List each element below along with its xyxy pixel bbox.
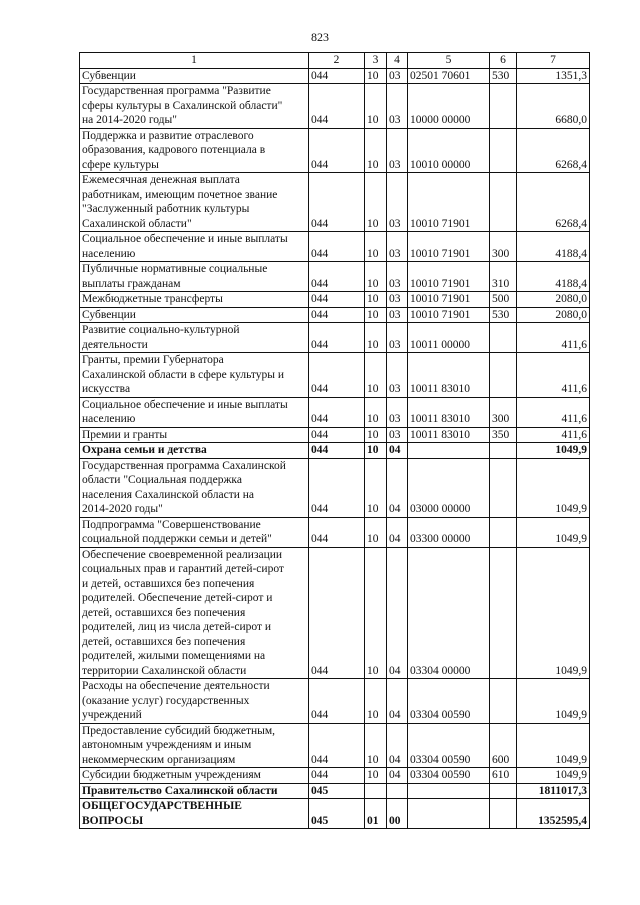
- table-row: [80, 84, 590, 129]
- section-code: 10: [365, 232, 387, 262]
- expense-type-code: 500: [490, 292, 517, 308]
- expense-type-code: 350: [490, 427, 517, 443]
- subsection-code: 03: [387, 353, 408, 398]
- row-name: [80, 262, 309, 292]
- section-code: 10: [365, 443, 387, 459]
- row-name-line: сфере культуры: [82, 158, 159, 171]
- section-code: 10: [365, 397, 387, 427]
- subsection-code: 00: [387, 799, 408, 829]
- row-name: [80, 517, 309, 547]
- amount: 411,6: [517, 427, 590, 443]
- table-row: [80, 68, 590, 84]
- table-row: [80, 353, 590, 398]
- row-name: [80, 679, 309, 724]
- amount: 1049,9: [517, 723, 590, 768]
- expense-type-code: [490, 173, 517, 232]
- ministry-code: 044: [309, 128, 365, 173]
- row-name-line: работникам, имеющим почетное звание: [82, 188, 278, 201]
- amount: 6680,0: [517, 84, 590, 129]
- subsection-code: 04: [387, 679, 408, 724]
- target-article-code: 10010 71901: [408, 262, 490, 292]
- target-article-code: [408, 799, 490, 829]
- subsection-code: 04: [387, 517, 408, 547]
- header-row: [80, 53, 590, 69]
- amount: 1049,9: [517, 443, 590, 459]
- expense-type-code: [490, 547, 517, 679]
- ministry-code: 045: [309, 799, 365, 829]
- target-article-code: 03304 00590: [408, 679, 490, 724]
- row-name-line: территории Сахалинской области: [82, 664, 247, 677]
- row-name: [80, 458, 309, 517]
- amount: 4188,4: [517, 262, 590, 292]
- table-row: [80, 783, 590, 799]
- row-name-line: выплаты гражданам: [82, 277, 181, 290]
- expense-type-code: [490, 84, 517, 129]
- row-name-line: Предоставление субсидий бюджетным,: [82, 724, 276, 737]
- row-name-line: детей, оставшихся без попечения: [82, 635, 246, 648]
- row-name: [80, 353, 309, 398]
- table-row: [80, 262, 590, 292]
- subsection-code: 04: [387, 547, 408, 679]
- amount: 411,6: [517, 397, 590, 427]
- section-code: 01: [365, 799, 387, 829]
- header-col-5: 5: [408, 53, 490, 69]
- section-code: 10: [365, 128, 387, 173]
- subsection-code: 03: [387, 173, 408, 232]
- target-article-code: 02501 70601: [408, 68, 490, 84]
- section-code: 10: [365, 68, 387, 84]
- header-col-7: 7: [517, 53, 590, 69]
- row-name-line: родителей, жилыми помещениями на: [82, 650, 266, 662]
- expense-type-code: 610: [490, 768, 517, 784]
- ministry-code: 044: [309, 517, 365, 547]
- subsection-code: [387, 783, 408, 799]
- section-code: 10: [365, 292, 387, 308]
- target-article-code: 10000 00000: [408, 84, 490, 129]
- expense-type-code: 600: [490, 723, 517, 768]
- row-name: [80, 443, 309, 459]
- amount: 1049,9: [517, 517, 590, 547]
- section-code: 10: [365, 173, 387, 232]
- amount: 411,6: [517, 323, 590, 353]
- row-name-line: Обеспечение своевременной реализации: [82, 548, 283, 561]
- section-code: 10: [365, 323, 387, 353]
- row-name-line: Государственная программа Сахалинской: [82, 459, 286, 472]
- row-name: [80, 427, 309, 443]
- section-code: 10: [365, 307, 387, 323]
- row-name-line: Охрана семьи и детства: [82, 444, 207, 456]
- row-name-line: Ежемесячная денежная выплата: [82, 174, 240, 186]
- ministry-code: 044: [309, 84, 365, 129]
- subsection-code: 03: [387, 323, 408, 353]
- target-article-code: [408, 443, 490, 459]
- row-name-line: Развитие социально-культурной: [82, 324, 240, 336]
- ministry-code: 044: [309, 679, 365, 724]
- ministry-code: 044: [309, 768, 365, 784]
- row-name-line: (оказание услуг) государственных: [82, 694, 250, 707]
- row-name-line: учреждений: [82, 709, 142, 721]
- row-name-line: Социальное обеспечение и иные выплаты: [82, 398, 288, 411]
- row-name-line: Поддержка и развитие отраслевого: [82, 129, 254, 142]
- subsection-code: 03: [387, 307, 408, 323]
- row-name-line: Гранты, премии Губернатора: [82, 354, 224, 366]
- table-row: [80, 799, 590, 829]
- amount: 1352595,4: [517, 799, 590, 829]
- row-name: [80, 173, 309, 232]
- row-name: [80, 292, 309, 308]
- expense-type-code: 310: [490, 262, 517, 292]
- subsection-code: 03: [387, 397, 408, 427]
- budget-table: [79, 52, 590, 829]
- row-name-line: Межбюджетные трансферты: [82, 293, 223, 305]
- table-row: [80, 173, 590, 232]
- target-article-code: 10010 00000: [408, 128, 490, 173]
- table-row: [80, 323, 590, 353]
- amount: 1049,9: [517, 458, 590, 517]
- ministry-code: 044: [309, 173, 365, 232]
- subsection-code: 04: [387, 768, 408, 784]
- table-row: [80, 547, 590, 679]
- row-name-line: Расходы на обеспечение деятельности: [82, 680, 270, 692]
- section-code: [365, 783, 387, 799]
- target-article-code: 10010 71901: [408, 232, 490, 262]
- ministry-code: 044: [309, 68, 365, 84]
- amount: 6268,4: [517, 128, 590, 173]
- row-name-line: населения Сахалинской области на: [82, 488, 255, 501]
- row-name-line: образования, кадрового потенциала в: [82, 144, 266, 156]
- row-name-line: Субвенции: [82, 308, 136, 321]
- table-row: [80, 679, 590, 724]
- row-name-line: социальной поддержки семьи и детей": [82, 533, 272, 545]
- amount: 2080,0: [517, 307, 590, 323]
- row-name: [80, 799, 309, 829]
- target-article-code: 03304 00590: [408, 723, 490, 768]
- row-name-line: автономным учреждениям и иным: [82, 739, 252, 751]
- expense-type-code: [490, 323, 517, 353]
- row-name: [80, 323, 309, 353]
- section-code: 10: [365, 458, 387, 517]
- table-row: [80, 458, 590, 517]
- row-name-line: населению: [82, 413, 136, 425]
- target-article-code: 10010 71901: [408, 307, 490, 323]
- row-name: [80, 128, 309, 173]
- row-name-line: некоммерческим организациям: [82, 753, 236, 766]
- row-name: [80, 307, 309, 323]
- section-code: 10: [365, 547, 387, 679]
- ministry-code: 044: [309, 458, 365, 517]
- table-row: [80, 723, 590, 768]
- header-col-4: 4: [387, 53, 408, 69]
- section-code: 10: [365, 84, 387, 129]
- table-body: [80, 68, 590, 829]
- target-article-code: 03300 00000: [408, 517, 490, 547]
- amount: 1351,3: [517, 68, 590, 84]
- row-name-line: Социальное обеспечение и иные выплаты: [82, 233, 288, 245]
- amount: 411,6: [517, 353, 590, 398]
- ministry-code: 044: [309, 427, 365, 443]
- expense-type-code: 530: [490, 68, 517, 84]
- amount: 1049,9: [517, 547, 590, 679]
- row-name-line: родителей. Обеспечение детей-сирот и: [82, 592, 273, 604]
- row-name-line: детей, оставшихся без попечения: [82, 606, 246, 619]
- row-name: [80, 783, 309, 799]
- table-row: [80, 517, 590, 547]
- row-name: [80, 68, 309, 84]
- target-article-code: 10010 71901: [408, 292, 490, 308]
- table-row: [80, 232, 590, 262]
- ministry-code: 044: [309, 547, 365, 679]
- ministry-code: 044: [309, 292, 365, 308]
- subsection-code: 04: [387, 458, 408, 517]
- ministry-code: 044: [309, 323, 365, 353]
- row-name-line: Подпрограмма "Совершенствование: [82, 518, 261, 531]
- ministry-code: 044: [309, 232, 365, 262]
- subsection-code: 04: [387, 443, 408, 459]
- table-row: [80, 397, 590, 427]
- row-name-line: родителей, лиц из числа детей-сирот и: [82, 621, 272, 633]
- target-article-code: 10011 83010: [408, 397, 490, 427]
- ministry-code: 044: [309, 262, 365, 292]
- row-name: [80, 84, 309, 129]
- row-name-line: на 2014-2020 годы": [82, 114, 177, 126]
- row-name-line: "Заслуженный работник культуры: [82, 203, 250, 215]
- subsection-code: 03: [387, 292, 408, 308]
- ministry-code: 044: [309, 443, 365, 459]
- amount: 6268,4: [517, 173, 590, 232]
- table-row: [80, 128, 590, 173]
- table-row: [80, 292, 590, 308]
- row-name-line: сферы культуры в Сахалинской области": [82, 99, 283, 112]
- target-article-code: 10010 71901: [408, 173, 490, 232]
- row-name-line: деятельности: [82, 338, 148, 351]
- row-name-line: искусства: [82, 383, 131, 395]
- target-article-code: 10011 83010: [408, 427, 490, 443]
- amount: 4188,4: [517, 232, 590, 262]
- row-name-line: Государственная программа "Развитие: [82, 85, 271, 97]
- subsection-code: 04: [387, 723, 408, 768]
- header-col-6: 6: [490, 53, 517, 69]
- section-code: 10: [365, 723, 387, 768]
- expense-type-code: [490, 679, 517, 724]
- subsection-code: 03: [387, 232, 408, 262]
- table-row: [80, 768, 590, 784]
- row-name-line: области "Социальная поддержка: [82, 474, 242, 486]
- subsection-code: 03: [387, 128, 408, 173]
- row-name-line: Субвенции: [82, 69, 136, 82]
- table-row: [80, 307, 590, 323]
- amount: 2080,0: [517, 292, 590, 308]
- expense-type-code: 300: [490, 232, 517, 262]
- row-name-line: населению: [82, 247, 136, 260]
- row-name-line: Публичные нормативные социальные: [82, 263, 268, 275]
- ministry-code: 045: [309, 783, 365, 799]
- row-name-line: Правительство Сахалинской области: [82, 784, 278, 797]
- subsection-code: 03: [387, 427, 408, 443]
- header-col-2: 2: [309, 53, 365, 69]
- target-article-code: [408, 783, 490, 799]
- row-name-line: Субсидии бюджетным учреждениям: [82, 769, 261, 781]
- row-name-line: ВОПРОСЫ: [82, 814, 144, 827]
- expense-type-code: [490, 128, 517, 173]
- target-article-code: 03304 00000: [408, 547, 490, 679]
- expense-type-code: [490, 799, 517, 829]
- row-name: [80, 768, 309, 784]
- row-name: [80, 547, 309, 679]
- target-article-code: 10011 83010: [408, 353, 490, 398]
- ministry-code: 044: [309, 307, 365, 323]
- expense-type-code: [490, 458, 517, 517]
- row-name-line: Премии и гранты: [82, 428, 168, 441]
- row-name-line: 2014-2020 годы": [82, 503, 163, 515]
- expense-type-code: [490, 783, 517, 799]
- subsection-code: 03: [387, 68, 408, 84]
- ministry-code: 044: [309, 397, 365, 427]
- section-code: 10: [365, 353, 387, 398]
- amount: 1811017,3: [517, 783, 590, 799]
- header-col-3: 3: [365, 53, 387, 69]
- section-code: 10: [365, 427, 387, 443]
- table-row: [80, 443, 590, 459]
- page-number: 823: [311, 30, 329, 44]
- row-name-line: социальных прав и гарантий детей-сирот: [82, 563, 284, 575]
- expense-type-code: 300: [490, 397, 517, 427]
- subsection-code: 03: [387, 262, 408, 292]
- expense-type-code: 530: [490, 307, 517, 323]
- subsection-code: 03: [387, 84, 408, 129]
- row-name-line: ОБЩЕГОСУДАРСТВЕННЫЕ: [82, 800, 242, 812]
- target-article-code: 03000 00000: [408, 458, 490, 517]
- row-name: [80, 397, 309, 427]
- amount: 1049,9: [517, 679, 590, 724]
- header-col-1: 1: [80, 53, 309, 69]
- row-name: [80, 232, 309, 262]
- expense-type-code: [490, 443, 517, 459]
- target-article-code: 10011 00000: [408, 323, 490, 353]
- section-code: 10: [365, 679, 387, 724]
- row-name-line: Сахалинской области": [82, 217, 192, 230]
- table-row: [80, 427, 590, 443]
- expense-type-code: [490, 517, 517, 547]
- ministry-code: 044: [309, 353, 365, 398]
- row-name-line: и детей, оставшихся без попечения: [82, 577, 255, 590]
- section-code: 10: [365, 262, 387, 292]
- target-article-code: 03304 00590: [408, 768, 490, 784]
- ministry-code: 044: [309, 723, 365, 768]
- row-name: [80, 723, 309, 768]
- amount: 1049,9: [517, 768, 590, 784]
- row-name-line: Сахалинской области в сфере культуры и: [82, 368, 285, 381]
- expense-type-code: [490, 353, 517, 398]
- section-code: 10: [365, 768, 387, 784]
- section-code: 10: [365, 517, 387, 547]
